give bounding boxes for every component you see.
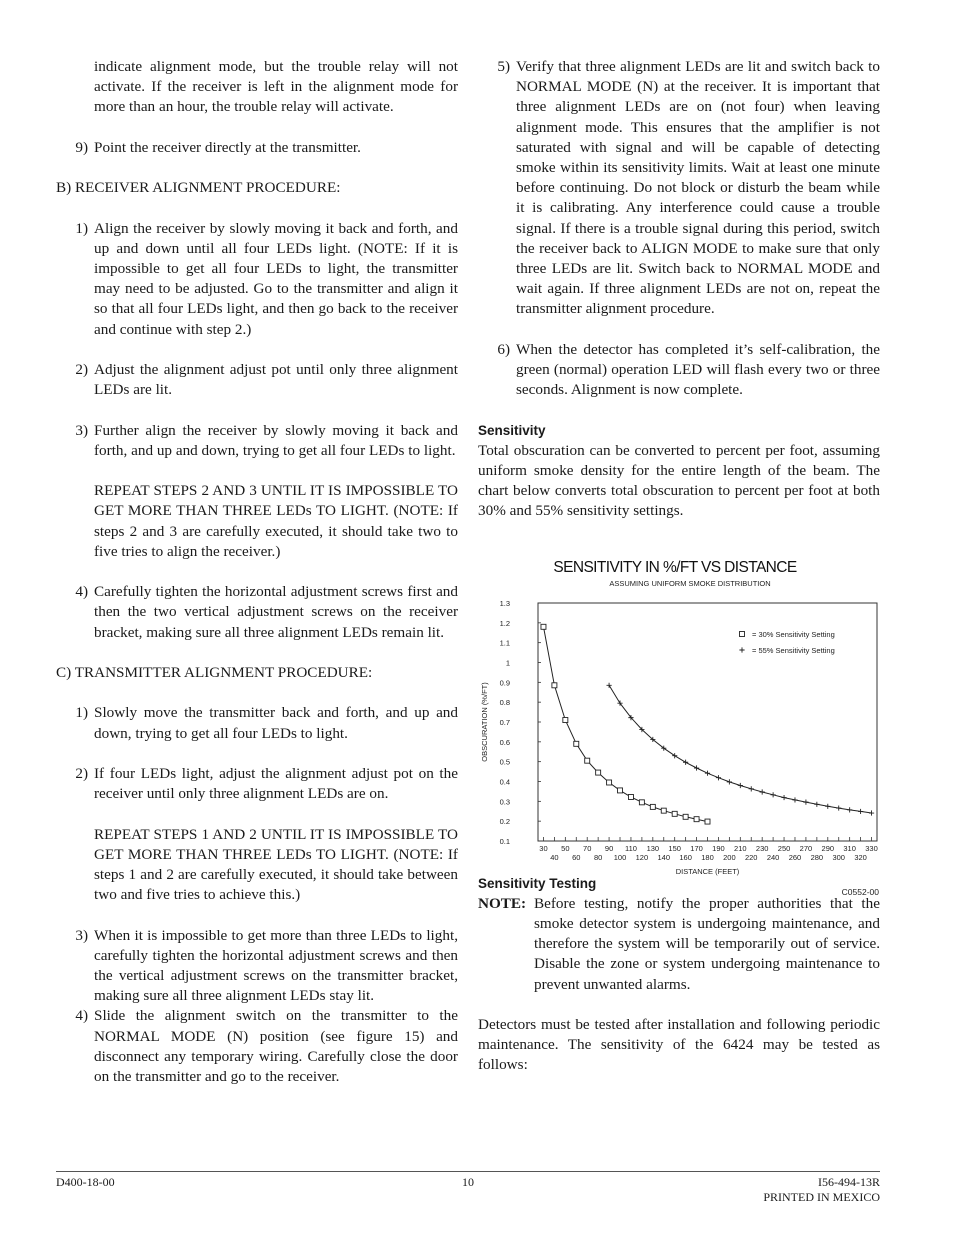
data-point-55 xyxy=(760,789,765,794)
data-point-30 xyxy=(596,770,601,775)
data-point-30 xyxy=(628,794,633,799)
data-point-55 xyxy=(869,810,874,815)
note-label: NOTE: xyxy=(478,894,527,912)
step-number: 1) xyxy=(75,219,88,237)
data-point-55 xyxy=(606,682,611,687)
data-point-55 xyxy=(792,797,797,802)
x-tick-label: 200 xyxy=(723,852,736,862)
section-b-heading: B) RECEIVER ALIGNMENT PROCEDURE: xyxy=(56,179,341,197)
x-tick-label: 90 xyxy=(604,843,614,853)
x-tick-label: 160 xyxy=(679,852,692,862)
legend-label-30: = 30% Sensitivity Setting xyxy=(752,629,835,639)
x-tick-label: 270 xyxy=(799,843,813,853)
x-tick-label: 170 xyxy=(690,843,703,853)
legend-marker-55 xyxy=(739,647,744,652)
data-point-30 xyxy=(607,780,612,785)
step-number: 4) xyxy=(75,1007,88,1025)
part-number: I56-494-13R xyxy=(818,1175,880,1189)
data-point-30 xyxy=(683,814,688,819)
c-step-1 xyxy=(56,703,458,743)
step-text: Point the receiver directly at the transmitter. xyxy=(94,138,361,156)
step-number: 3) xyxy=(75,421,88,439)
c-step-2 xyxy=(56,764,458,804)
x-tick-label: 100 xyxy=(613,852,627,862)
series-55-line xyxy=(609,685,871,813)
page-footer xyxy=(56,1171,880,1204)
x-tick-label: 240 xyxy=(766,852,780,862)
step-text: Carefully tighten the horizontal adjustment screws first and then the two vertical adjustment screws on the receiver bracket, making sure all three alignment LEDs remain lit. xyxy=(94,583,458,641)
chart-title: SENSITIVITY IN %/FT VS DISTANCE xyxy=(553,558,797,576)
step-5 xyxy=(478,57,880,320)
step-9 xyxy=(56,138,458,158)
left-column xyxy=(56,57,458,1087)
step-6 xyxy=(478,340,880,401)
step-number: 1) xyxy=(75,704,88,722)
step-number: 4) xyxy=(75,583,88,601)
data-point-30 xyxy=(639,799,644,804)
data-point-55 xyxy=(716,775,721,780)
chart-subtitle: ASSUMING UNIFORM SMOKE DISTRIBUTION xyxy=(609,578,771,588)
note-text: Before testing, notify the proper authorities that the smoke detector system is undergoing maintenance, and therefore the system will be temporarily out of service. Disable the zone or system undergoing maintenance to prevent unwanted alarms. xyxy=(534,894,880,993)
c-repeat-note: REPEAT STEPS 1 AND 2 UNTIL IT IS IMPOSSIBLE TO GET MORE THAN THREE LEDs TO LIGHT. (NOTE: If steps 1 and 2 are carefully executed, it should take between two and five tries to achieve this.) xyxy=(94,825,458,904)
x-tick-label: 110 xyxy=(624,843,637,853)
data-point-55 xyxy=(749,786,754,791)
y-tick-label: 0.9 xyxy=(499,677,510,687)
b-step-4 xyxy=(56,582,458,643)
data-point-55 xyxy=(781,795,786,800)
x-tick-label: 80 xyxy=(593,852,603,862)
data-point-55 xyxy=(858,808,863,813)
right-column xyxy=(478,57,880,1076)
step-number: 2) xyxy=(75,764,88,782)
sensitivity-paragraph: Total obscuration can be converted to percent per foot, assuming uniform smoke density for the entire length of the beam. The chart below converts total obscuration to percent per foot at both 30% and 55% sensitivity settings. xyxy=(478,441,880,520)
data-point-55 xyxy=(803,799,808,804)
y-tick-label: 0.2 xyxy=(499,816,510,826)
y-tick-label: 0.4 xyxy=(499,777,510,787)
data-point-55 xyxy=(683,759,688,764)
printed-in: PRINTED IN MEXICO xyxy=(763,1190,880,1204)
maintenance-note xyxy=(478,894,880,995)
b-step-3 xyxy=(56,421,458,461)
y-tick-label: 1.3 xyxy=(499,598,510,608)
b-repeat-note: REPEAT STEPS 2 AND 3 UNTIL IT IS IMPOSSIBLE TO GET MORE THAN THREE LEDs TO LIGHT. (NOTE: If steps 2 and 3 are carefully executed, it should take two to five tries to align the receiver.) xyxy=(94,482,458,560)
data-point-55 xyxy=(814,801,819,806)
y-tick-label: 1 xyxy=(505,658,510,668)
step-number: 5) xyxy=(497,58,510,75)
x-tick-label: 260 xyxy=(788,852,802,862)
x-tick-label: 280 xyxy=(810,852,824,862)
step-text: Further align the receiver by slowly moving it back and forth, and up and down, trying to get all four LEDs to light. xyxy=(94,421,458,459)
x-tick-label: 330 xyxy=(865,843,878,853)
series-30-line xyxy=(544,626,708,821)
x-tick-label: 250 xyxy=(777,843,791,853)
x-tick-label: 300 xyxy=(832,852,845,862)
x-tick-label: 220 xyxy=(744,852,758,862)
x-tick-label: 70 xyxy=(583,843,592,853)
step-number: 2) xyxy=(75,360,88,378)
data-point-55 xyxy=(694,765,699,770)
x-tick-label: 50 xyxy=(561,843,570,853)
x-tick-label: 180 xyxy=(701,852,714,862)
step-text: When the detector has completed it’s self-calibration, the green (normal) operation LED will flash every two or three seconds. Alignment is now complete. xyxy=(516,340,880,399)
step-number: 6) xyxy=(497,340,510,358)
data-point-55 xyxy=(847,807,852,812)
step-text: Slowly move the transmitter back and forth, and up and down, trying to get all four LEDs to light. xyxy=(94,704,458,742)
y-tick-label: 0.3 xyxy=(499,796,510,806)
data-point-55 xyxy=(705,770,710,775)
x-tick-label: 190 xyxy=(712,843,725,853)
figure-code: C0552-00 xyxy=(841,886,879,897)
data-point-55 xyxy=(738,783,743,788)
x-tick-label: 150 xyxy=(668,843,681,853)
data-point-55 xyxy=(727,779,732,784)
data-point-30 xyxy=(694,816,699,821)
page-number: 10 xyxy=(462,1175,474,1189)
c-step-4 xyxy=(56,1006,458,1087)
data-point-30 xyxy=(705,819,710,824)
legend-label-55: = 55% Sensitivity Setting xyxy=(752,645,835,655)
step-number: 9) xyxy=(75,138,88,156)
sensitivity-testing-heading: Sensitivity Testing xyxy=(478,875,597,891)
data-point-30 xyxy=(661,808,666,813)
sensitivity-heading: Sensitivity xyxy=(478,422,546,438)
y-tick-label: 0.6 xyxy=(499,737,510,747)
y-tick-label: 0.1 xyxy=(499,836,510,846)
x-tick-label: 230 xyxy=(755,843,769,853)
data-point-55 xyxy=(771,792,776,797)
b-step-1 xyxy=(56,219,458,340)
step-text: Slide the alignment switch on the transmitter to the NORMAL MODE (N) position (see figure 15) and disconnect any temporary wiring. Carefully close the door on the transmitter and go to the receiver. xyxy=(94,1007,458,1085)
b-step-2 xyxy=(56,360,458,400)
data-point-30 xyxy=(585,758,590,763)
data-point-30 xyxy=(552,682,557,687)
y-tick-label: 1.1 xyxy=(499,638,510,648)
step-number: 3) xyxy=(75,926,88,944)
y-tick-label: 1.2 xyxy=(499,618,510,628)
step-text: Align the receiver by slowly moving it back and forth, and up and down until all four LEDs light. (NOTE: If it is impossible to get all four LEDs to light, the transmitter may need to be adjusted. Go to the transmitter and align it so that all four LEDs light, and then go back to the receiver and continue with step 2.) xyxy=(94,219,458,338)
continued-paragraph: indicate alignment mode, but the trouble relay will not activate. If the receiver is left in the alignment mode for more than an hour, the trouble relay will activate. xyxy=(94,58,458,116)
y-tick-label: 0.7 xyxy=(499,717,510,727)
y-axis-label: OBSCURATION (%/FT) xyxy=(480,681,489,762)
data-point-30 xyxy=(650,804,655,809)
y-tick-label: 0.5 xyxy=(499,757,510,767)
data-point-30 xyxy=(563,717,568,722)
x-axis-label: DISTANCE (FEET) xyxy=(675,866,740,876)
x-tick-label: 120 xyxy=(635,852,649,862)
x-tick-label: 130 xyxy=(646,843,660,853)
x-tick-label: 320 xyxy=(854,852,867,862)
data-point-55 xyxy=(836,805,841,810)
x-tick-label: 140 xyxy=(657,852,671,862)
x-tick-label: 30 xyxy=(539,843,548,853)
legend-marker-30 xyxy=(740,631,745,636)
step-text: If four LEDs light, adjust the alignment adjust pot on the receiver until only three alignment LEDs are on. xyxy=(94,764,458,803)
x-tick-label: 60 xyxy=(572,852,581,862)
section-c-heading: C) TRANSMITTER ALIGNMENT PROCEDURE: xyxy=(56,663,373,681)
data-point-30 xyxy=(618,788,623,793)
data-point-30 xyxy=(541,624,546,629)
testing-paragraph: Detectors must be tested after installation and following periodic maintenance. The sensitivity of the 6424 may be tested as follows: xyxy=(478,1016,880,1074)
footer-right xyxy=(763,1175,880,1205)
x-tick-label: 310 xyxy=(843,843,856,853)
step-text: Adjust the alignment adjust pot until only three alignment LEDs are lit. xyxy=(94,360,458,399)
x-tick-label: 40 xyxy=(550,852,559,862)
step-text: When it is impossible to get more than three LEDs to light, carefully tighten the horizontal adjustment screws and then the vertical adjustment screws on the transmitter bracket, making sure all three alignment LEDs stay lit. xyxy=(94,926,458,1005)
step-text: Verify that three alignment LEDs are lit and switch back to NORMAL MODE (N) at the receiver. It is important that three alignment LEDs are on (not four) when leaving alignment mode. This ensures that the amplifier is not saturated with signal and will be capable of detecting smoke within its sensitivity limits. Wait at least one minute before continuing. Do not block or disturb the beam while it is calibrating. Any interference could cause a trouble signal. If there is a trouble signal during this period, switch the receiver back to ALIGN MODE to make sure that only three LEDs are lit. Switch back to NORMAL MODE and wait again. If three alignment LEDs are not on, repeat the transmitter alignment procedure. xyxy=(516,58,880,318)
c-step-3 xyxy=(56,926,458,1007)
x-tick-label: 210 xyxy=(734,843,747,853)
x-tick-label: 290 xyxy=(821,843,835,853)
y-tick-label: 0.8 xyxy=(499,697,510,707)
data-point-30 xyxy=(672,811,677,816)
data-point-30 xyxy=(574,741,579,746)
doc-number: D400-18-00 xyxy=(56,1175,115,1189)
data-point-55 xyxy=(825,803,830,808)
